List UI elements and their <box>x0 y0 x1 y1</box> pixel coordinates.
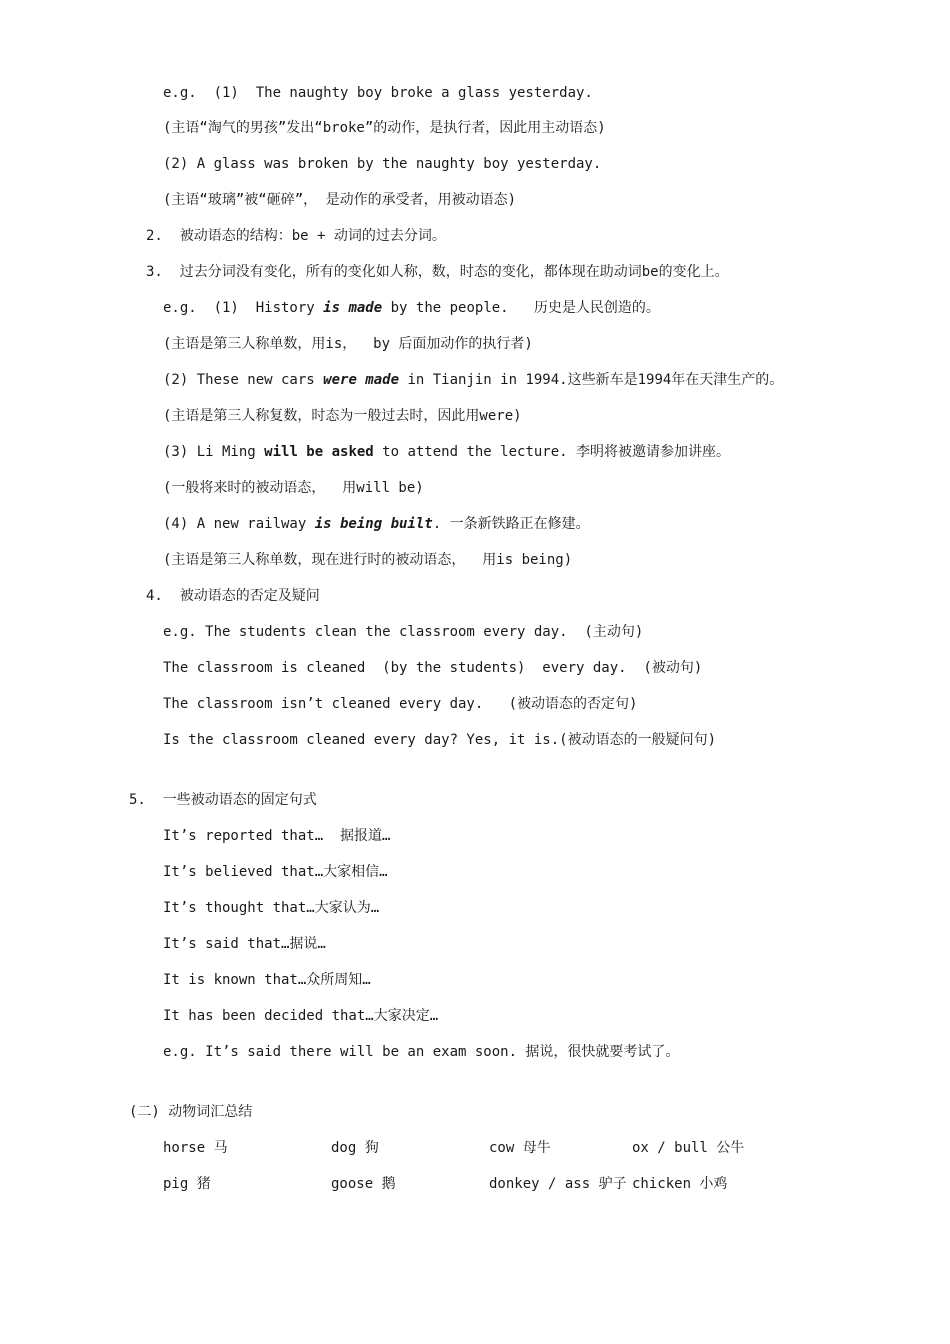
point-4-example-question: Is the classroom cleaned every day? Yes, it is.(被动语态的一般疑问句) <box>163 732 717 748</box>
animal-word: pig 猪 <box>163 1176 211 1192</box>
animal-word: horse 马 <box>163 1140 228 1156</box>
fixed-pattern-item: It’s said that…据说… <box>163 936 326 952</box>
example-2: (2) A glass was broken by the naughty boy yesterday. <box>163 156 602 172</box>
animal-word: dog 狗 <box>331 1140 379 1156</box>
animal-word: cow 母牛 <box>489 1140 551 1156</box>
fixed-pattern-item: It’s thought that…大家认为… <box>163 900 380 916</box>
example-2-note: (主语“玻璃”被“砸碎”， 是动作的承受者，用被动语态) <box>163 192 516 208</box>
point-3-example-2: (2) These new cars were made in Tianjin in 1994.这些新车是1994年在天津生产的。 <box>163 372 784 388</box>
point-3-example-1-note: (主语是第三人称单数，用is， by 后面加动作的执行者) <box>163 336 533 352</box>
point-3-example-3-note: (一般将来时的被动语态， 用will be) <box>163 480 424 496</box>
point-3-example-1: e.g. (1) History is made by the people. 历史是人民创造的。 <box>163 300 660 316</box>
fixed-pattern-item: It has been decided that…大家决定… <box>163 1008 439 1024</box>
fixed-pattern-example: e.g. It’s said there will be an exam soon. 据说，很快就要考试了。 <box>163 1044 680 1060</box>
point-4-example-active: e.g. The students clean the classroom every day. (主动句) <box>163 624 644 640</box>
point-3-example-4-note: (主语是第三人称单数，现在进行时的被动语态， 用is being) <box>163 552 573 568</box>
point-5: 5. 一些被动语态的固定句式 <box>129 792 317 808</box>
section-2-title: (二) 动物词汇总结 <box>129 1104 253 1120</box>
example-1-note: (主语“淘气的男孩”发出“broke”的动作，是执行者，因此用主动语态) <box>163 120 606 136</box>
point-3-example-4: (4) A new railway is being built. 一条新铁路正在修建。 <box>163 516 590 532</box>
point-3-example-2-note: (主语是第三人称复数，时态为一般过去时，因此用were) <box>163 408 522 424</box>
fixed-pattern-item: It’s believed that…大家相信… <box>163 864 388 880</box>
point-4-example-passive: The classroom is cleaned (by the students) every day. (被动句) <box>163 660 703 676</box>
animal-word: donkey / ass 驴子 <box>489 1176 627 1192</box>
animal-word: goose 鹅 <box>331 1176 396 1192</box>
example-1: e.g. (1) The naughty boy broke a glass yesterday. <box>163 85 593 101</box>
fixed-pattern-item: It is known that…众所周知… <box>163 972 371 988</box>
point-3-example-3: (3) Li Ming will be asked to attend the lecture. 李明将被邀请参加讲座。 <box>163 444 731 460</box>
point-4-example-negative: The classroom isn’t cleaned every day. (被动语态的否定句) <box>163 696 638 712</box>
fixed-pattern-item: It’s reported that… 据报道… <box>163 828 391 844</box>
point-2: 2. 被动语态的结构：be + 动词的过去分词。 <box>146 228 446 244</box>
point-4: 4. 被动语态的否定及疑问 <box>146 588 320 604</box>
animal-word: chicken 小鸡 <box>632 1176 728 1192</box>
animal-word: ox / bull 公牛 <box>632 1140 745 1156</box>
point-3: 3. 过去分词没有变化，所有的变化如人称，数，时态的变化，都体现在助动词be的变化上。 <box>146 264 729 280</box>
